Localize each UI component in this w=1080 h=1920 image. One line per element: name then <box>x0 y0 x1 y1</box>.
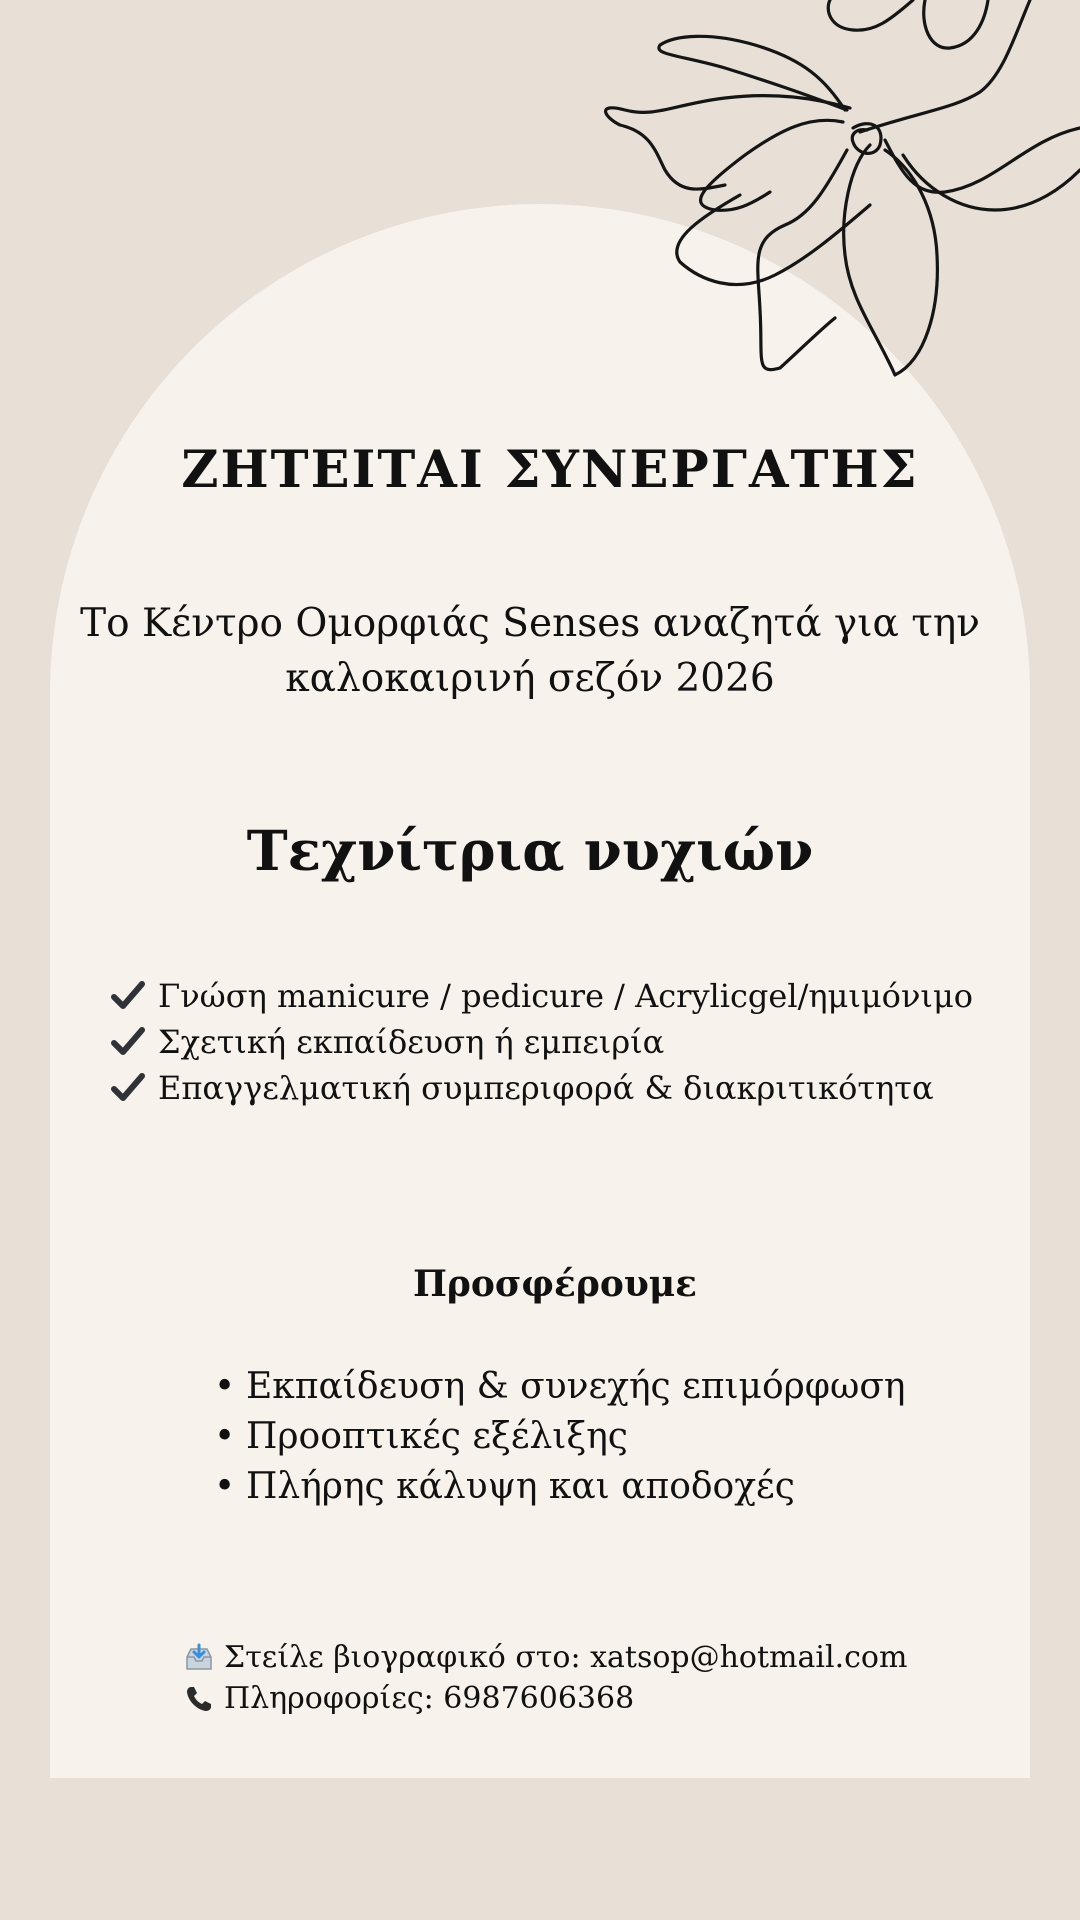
phone-contact-row <box>184 1678 1044 1719</box>
job-role-heading: Τεχνίτρια νυχιών <box>246 818 814 883</box>
offer-text: Εκπαίδευση & συνεχής επιμόρφωση <box>246 1366 906 1407</box>
phone-contact-text: Πληροφορίες: 6987606368 <box>224 1681 635 1716</box>
offer-heading: Προσφέρουμε <box>412 1263 698 1305</box>
requirement-text: Γνώση manicure / pedicure / Acrylicgel/ημιμόνιμο <box>158 977 973 1015</box>
offer-item <box>214 1462 1034 1512</box>
check-mark-icon <box>110 978 146 1014</box>
requirement-item <box>110 1019 1040 1065</box>
offer-item <box>214 1362 1034 1412</box>
requirements-list <box>110 973 1040 1111</box>
bullet-icon: • <box>214 1466 236 1507</box>
offer-text: Προοπτικές εξέλιξης <box>246 1416 628 1457</box>
requirement-item <box>110 1065 1040 1111</box>
contact-block <box>184 1637 1044 1719</box>
cv-contact-text: Στείλε βιογραφικό στο: xatsop@hotmail.com <box>224 1640 908 1675</box>
requirement-item <box>110 973 1040 1019</box>
telephone-icon <box>184 1684 214 1714</box>
flower-line-art-icon <box>585 0 1080 390</box>
requirement-text: Σχετική εκπαίδευση ή εμπειρία <box>158 1023 665 1061</box>
offers-list <box>214 1362 1034 1512</box>
offer-text: Πλήρης κάλυψη και αποδοχές <box>246 1466 795 1507</box>
inbox-tray-icon <box>184 1643 214 1673</box>
cv-contact-row <box>184 1637 1044 1678</box>
bullet-icon: • <box>214 1416 236 1457</box>
offer-item <box>214 1412 1034 1462</box>
page-title: ΖΗΤΕΙΤΑΙ ΣΥΝΕΡΓΑΤΗΣ <box>181 440 919 500</box>
bullet-icon: • <box>214 1366 236 1407</box>
intro-text: Το Κέντρο Ομορφιάς Senses αναζητά για την καλοκαιρινή σεζόν 2026 <box>80 601 980 701</box>
check-mark-icon <box>110 1070 146 1106</box>
requirement-text: Επαγγελματική συμπεριφορά & διακριτικότητα <box>158 1069 934 1107</box>
check-mark-icon <box>110 1024 146 1060</box>
